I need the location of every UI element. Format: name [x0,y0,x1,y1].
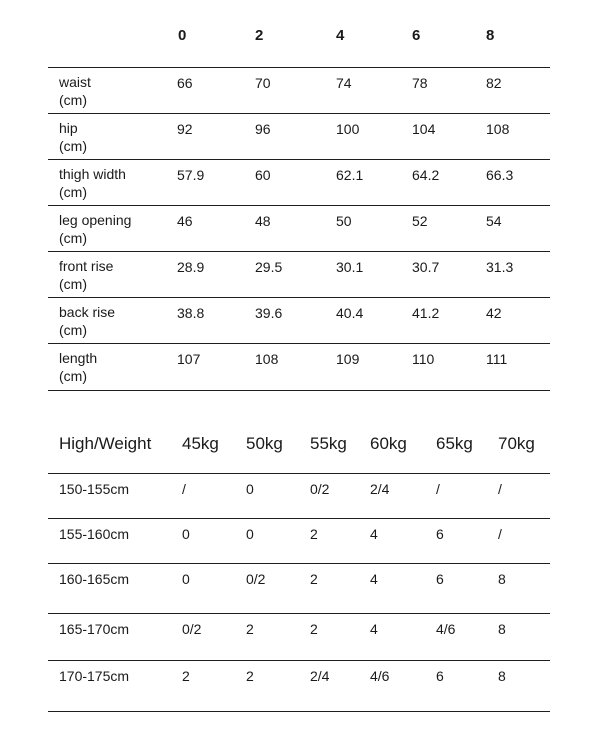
corner-header: High/Weight [59,434,152,453]
table-cell: 8 [498,668,506,684]
table-cell: 64.2 [412,167,440,183]
table-cell: 70 [255,75,271,91]
height-label: 160-165cm [59,571,130,587]
table-cell: 6 [436,571,444,587]
table-cell: 104 [412,121,436,137]
table-row [48,297,550,344]
table-row [48,67,550,114]
table-cell: 42 [486,305,502,321]
table-row [48,613,550,661]
weight-header: 50kg [246,434,283,453]
table-row [48,251,550,298]
table-cell: 57.9 [177,167,205,183]
table-cell: 54 [486,213,502,229]
height-label: 155-160cm [59,526,130,542]
table-cell: 4 [370,621,378,637]
table-cell: 82 [486,75,502,91]
table-cell: 8 [498,621,506,637]
measurements-table [48,0,550,392]
table-cell: / [436,481,440,497]
row-label: front rise (cm) [59,258,114,292]
weight-header: 60kg [370,434,407,453]
row-label: leg opening (cm) [59,212,132,246]
table-cell: 74 [336,75,352,91]
table-cell: 109 [336,351,360,367]
table-cell: 48 [255,213,271,229]
table-cell: 78 [412,75,428,91]
table-cell: 66.3 [486,167,514,183]
weight-header: 55kg [310,434,347,453]
table-cell: 30.7 [412,259,440,275]
table-cell: 2 [310,526,318,542]
weight-header: 65kg [436,434,473,453]
table-cell: 2/4 [310,668,330,684]
table-cell: 0 [246,526,254,542]
table-cell: / [498,481,502,497]
weight-header: 45kg [182,434,219,453]
table-cell: 0 [182,571,190,587]
height-label: 150-155cm [59,481,130,497]
table-row [48,660,550,712]
table-cell: 2/4 [370,481,390,497]
table-cell: 111 [486,351,508,367]
table-cell: 40.4 [336,305,364,321]
table-cell: 107 [177,351,201,367]
table-cell: 0/2 [182,621,202,637]
table-cell: 0 [246,481,254,497]
table-cell: 0 [182,526,190,542]
table-cell: 4/6 [436,621,456,637]
table-cell: 108 [255,351,279,367]
table-cell: 46 [177,213,193,229]
table-cell: 92 [177,121,193,137]
row-label: hip (cm) [59,120,87,154]
table-cell: 4 [370,526,378,542]
table-cell: 30.1 [336,259,364,275]
height-label: 170-175cm [59,668,130,684]
table-cell: 4/6 [370,668,390,684]
table-cell: 62.1 [336,167,364,183]
table-cell: 41.2 [412,305,440,321]
table-cell: 50 [336,213,352,229]
table-cell: 4 [370,571,378,587]
table-cell: 31.3 [486,259,514,275]
size-header-row [48,0,550,67]
table-cell: 100 [336,121,360,137]
table-cell: 2 [246,668,254,684]
table-cell: 0/2 [246,571,266,587]
table-cell: 0/2 [310,481,330,497]
table-row [48,343,550,391]
height-label: 165-170cm [59,621,130,637]
size-header: 0 [178,27,187,44]
size-guide-table [48,400,550,715]
table-cell: 108 [486,121,510,137]
table-cell: 110 [412,351,435,367]
table-cell: 2 [310,571,318,587]
table-cell: 60 [255,167,271,183]
table-cell: 39.6 [255,305,283,321]
table-row [48,563,550,614]
table-cell: 38.8 [177,305,205,321]
table-row [48,159,550,206]
table-row [48,205,550,252]
table-cell: 96 [255,121,271,137]
table-cell: / [498,526,502,542]
weight-header-row [48,400,550,473]
size-header: 2 [255,27,264,44]
row-label: length (cm) [59,350,98,384]
size-header: 6 [412,27,421,44]
table-row [48,113,550,160]
table-row [48,473,550,519]
table-cell: 66 [177,75,193,91]
table-cell: 6 [436,526,444,542]
table-cell: 6 [436,668,444,684]
table-cell: 2 [182,668,190,684]
row-label: back rise (cm) [59,304,116,338]
table-row [48,518,550,564]
weight-header: 70kg [498,434,535,453]
table-cell: 2 [246,621,254,637]
table-cell: 52 [412,213,428,229]
table-cell: / [182,481,186,497]
row-label: thigh width (cm) [59,166,126,200]
table-cell: 2 [310,621,318,637]
row-label: waist (cm) [59,74,91,108]
table-cell: 8 [498,571,506,587]
table-cell: 29.5 [255,259,283,275]
size-header: 8 [486,27,495,44]
size-header: 4 [336,27,345,44]
table-cell: 28.9 [177,259,205,275]
